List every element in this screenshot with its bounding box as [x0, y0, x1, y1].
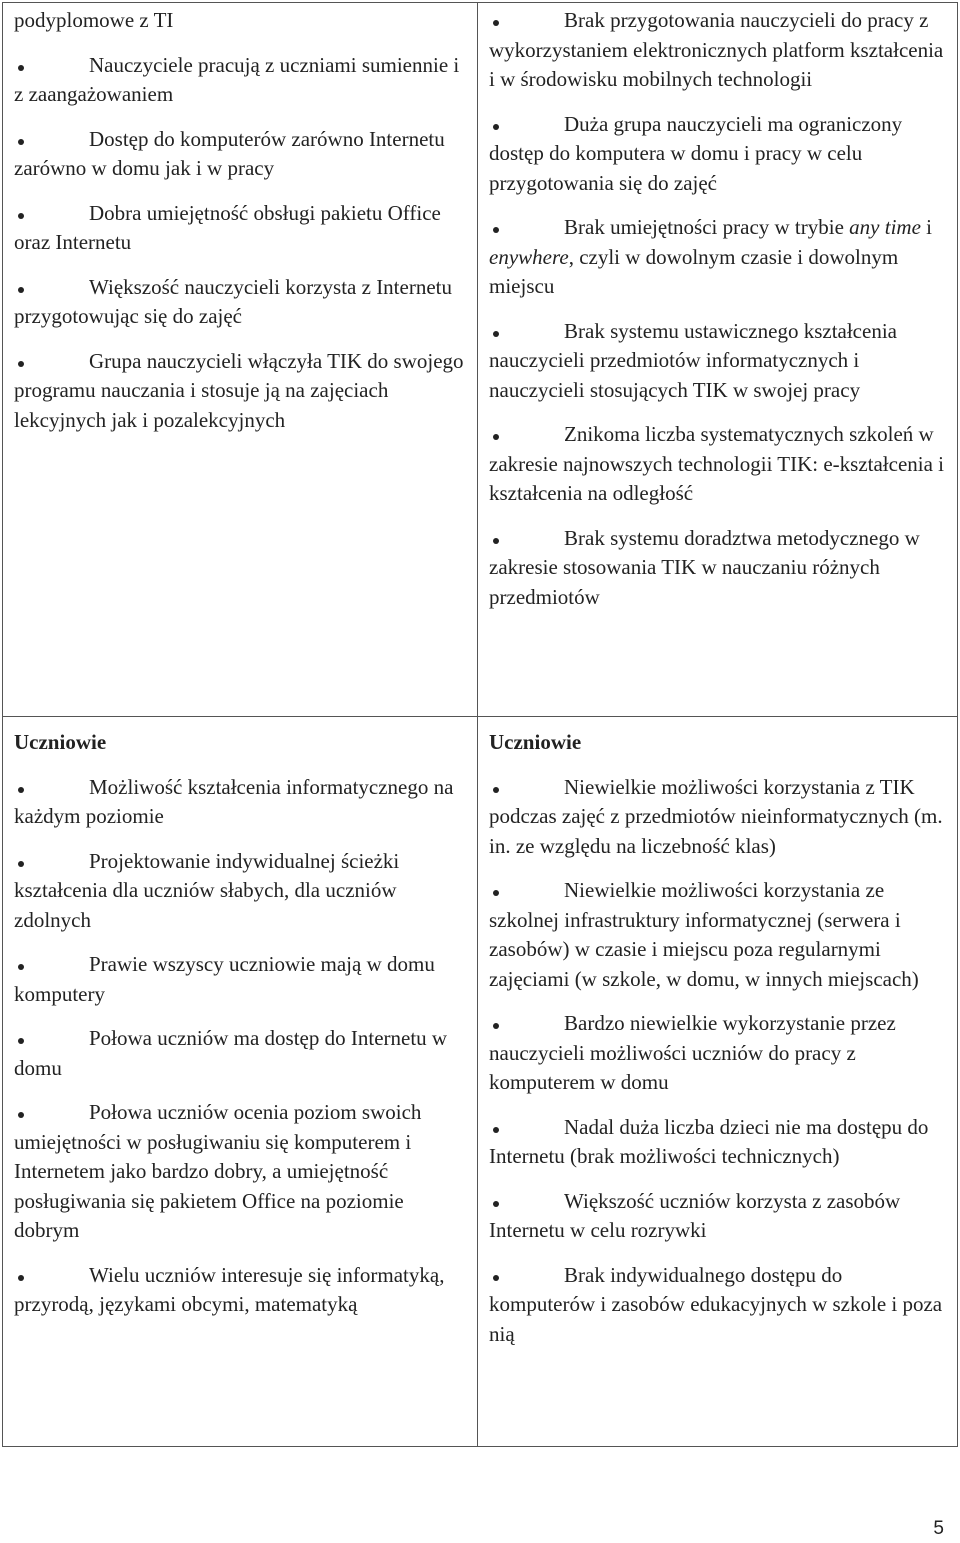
list-item: Wielu uczniów interesuje się informatyką, przyrodą, językami obcymi, matematyką — [14, 1262, 445, 1316]
swot-table — [2, 2, 958, 1447]
list-item: Brak przygotowania nauczycieli do pracy z wykorzystaniem elektronicznych platform kształcenia i w środowisku mobilnych technologii — [489, 8, 944, 91]
list-item: Brak indywidualnego dostępu do komputerów i zasobów edukacyjnych w szkole i poza nią — [489, 1262, 943, 1346]
list-item: Połowa uczniów ocenia poziom swoich umiejętności w posługiwaniu się komputerem i Internetem jako bardzo dobry, a umiejętność posługiwania się pakietem Office na poziomie dobrym — [14, 1100, 422, 1242]
list-item: Większość nauczycieli korzysta z Internetu przygotowując się do zajęć — [14, 274, 452, 328]
list-item: Niewielkie możliwości korzystania ze szkolnej infrastruktury informatycznej (serwera i zasobów) w czasie i miejscu poza regularnymi zajęciami (w szkole, w domu, w innych miejscach) — [489, 878, 919, 991]
students-strengths-cell — [3, 717, 478, 1447]
list-item: Możliwość kształcenia informatycznego na każdym poziomie — [14, 774, 454, 828]
cell-lead-text: podyplomowe z TI — [14, 8, 174, 32]
list-item: Dobra umiejętność obsługi pakietu Office oraz Internetu — [14, 200, 441, 254]
list-item: Niewielkie możliwości korzystania z TIK podczas zajęć z przedmiotów nieinformatycznych (m. in. ze względu na liczebność klas) — [489, 774, 943, 858]
list-item: Duża grupa nauczycieli ma ograniczony dostęp do komputera w domu i pracy w celu przygotowania się do zajęć — [489, 111, 903, 195]
teachers-strengths-cell — [3, 3, 478, 717]
list-item: Połowa uczniów ma dostęp do Internetu w domu — [14, 1026, 448, 1080]
list-item: Większość uczniów korzysta z zasobów Internetu w celu rozrywki — [489, 1188, 901, 1242]
students-row — [3, 717, 958, 1447]
section-heading: Uczniowie — [489, 730, 582, 754]
list-item: Bardzo niewielkie wykorzystanie przez nauczycieli możliwości uczniów do pracy z komputerem w domu — [489, 1011, 896, 1094]
list-item: Znikoma liczba systematycznych szkoleń w zakresie najnowszych technologii TIK: e-kształcenia i kształcenia na odległość — [489, 422, 945, 505]
list-item: Nadal duża liczba dzieci nie ma dostępu do Internetu (brak możliwości technicznych) — [489, 1114, 929, 1168]
teachers-row — [3, 3, 958, 717]
list-item: Nauczyciele pracują z uczniami sumiennie i z zaangażowaniem — [14, 52, 460, 106]
list-item: Projektowanie indywidualnej ścieżki kształcenia dla uczniów słabych, dla uczniów zdolnych — [14, 848, 400, 932]
list-item: Prawie wszyscy uczniowie mają w domu komputery — [14, 952, 435, 1006]
section-heading: Uczniowie — [14, 730, 107, 754]
students-weaknesses-cell — [478, 717, 958, 1447]
list-item: Dostęp do komputerów zarówno Internetu zarówno w domu jak i w pracy — [14, 126, 445, 180]
list-item: Grupa nauczycieli włączyła TIK do swojego programu nauczania i stosuje ją na zajęciach lekcyjnych jak i pozalekcyjnych — [14, 348, 464, 432]
list-item: Brak systemu doradztwa metodycznego w zakresie stosowania TIK w nauczaniu różnych przedmiotów — [489, 525, 920, 609]
page-number: 5 — [933, 1518, 944, 1539]
list-item: Brak systemu ustawicznego kształcenia nauczycieli przedmiotów informatycznych i nauczycieli stosujących TIK w swojej pracy — [489, 318, 897, 402]
teachers-weaknesses-cell — [478, 3, 958, 717]
list-item: Brak umiejętności pracy w trybie any time i enywhere, czyli w dowolnym czasie i dowolnym miejscu — [489, 215, 932, 298]
